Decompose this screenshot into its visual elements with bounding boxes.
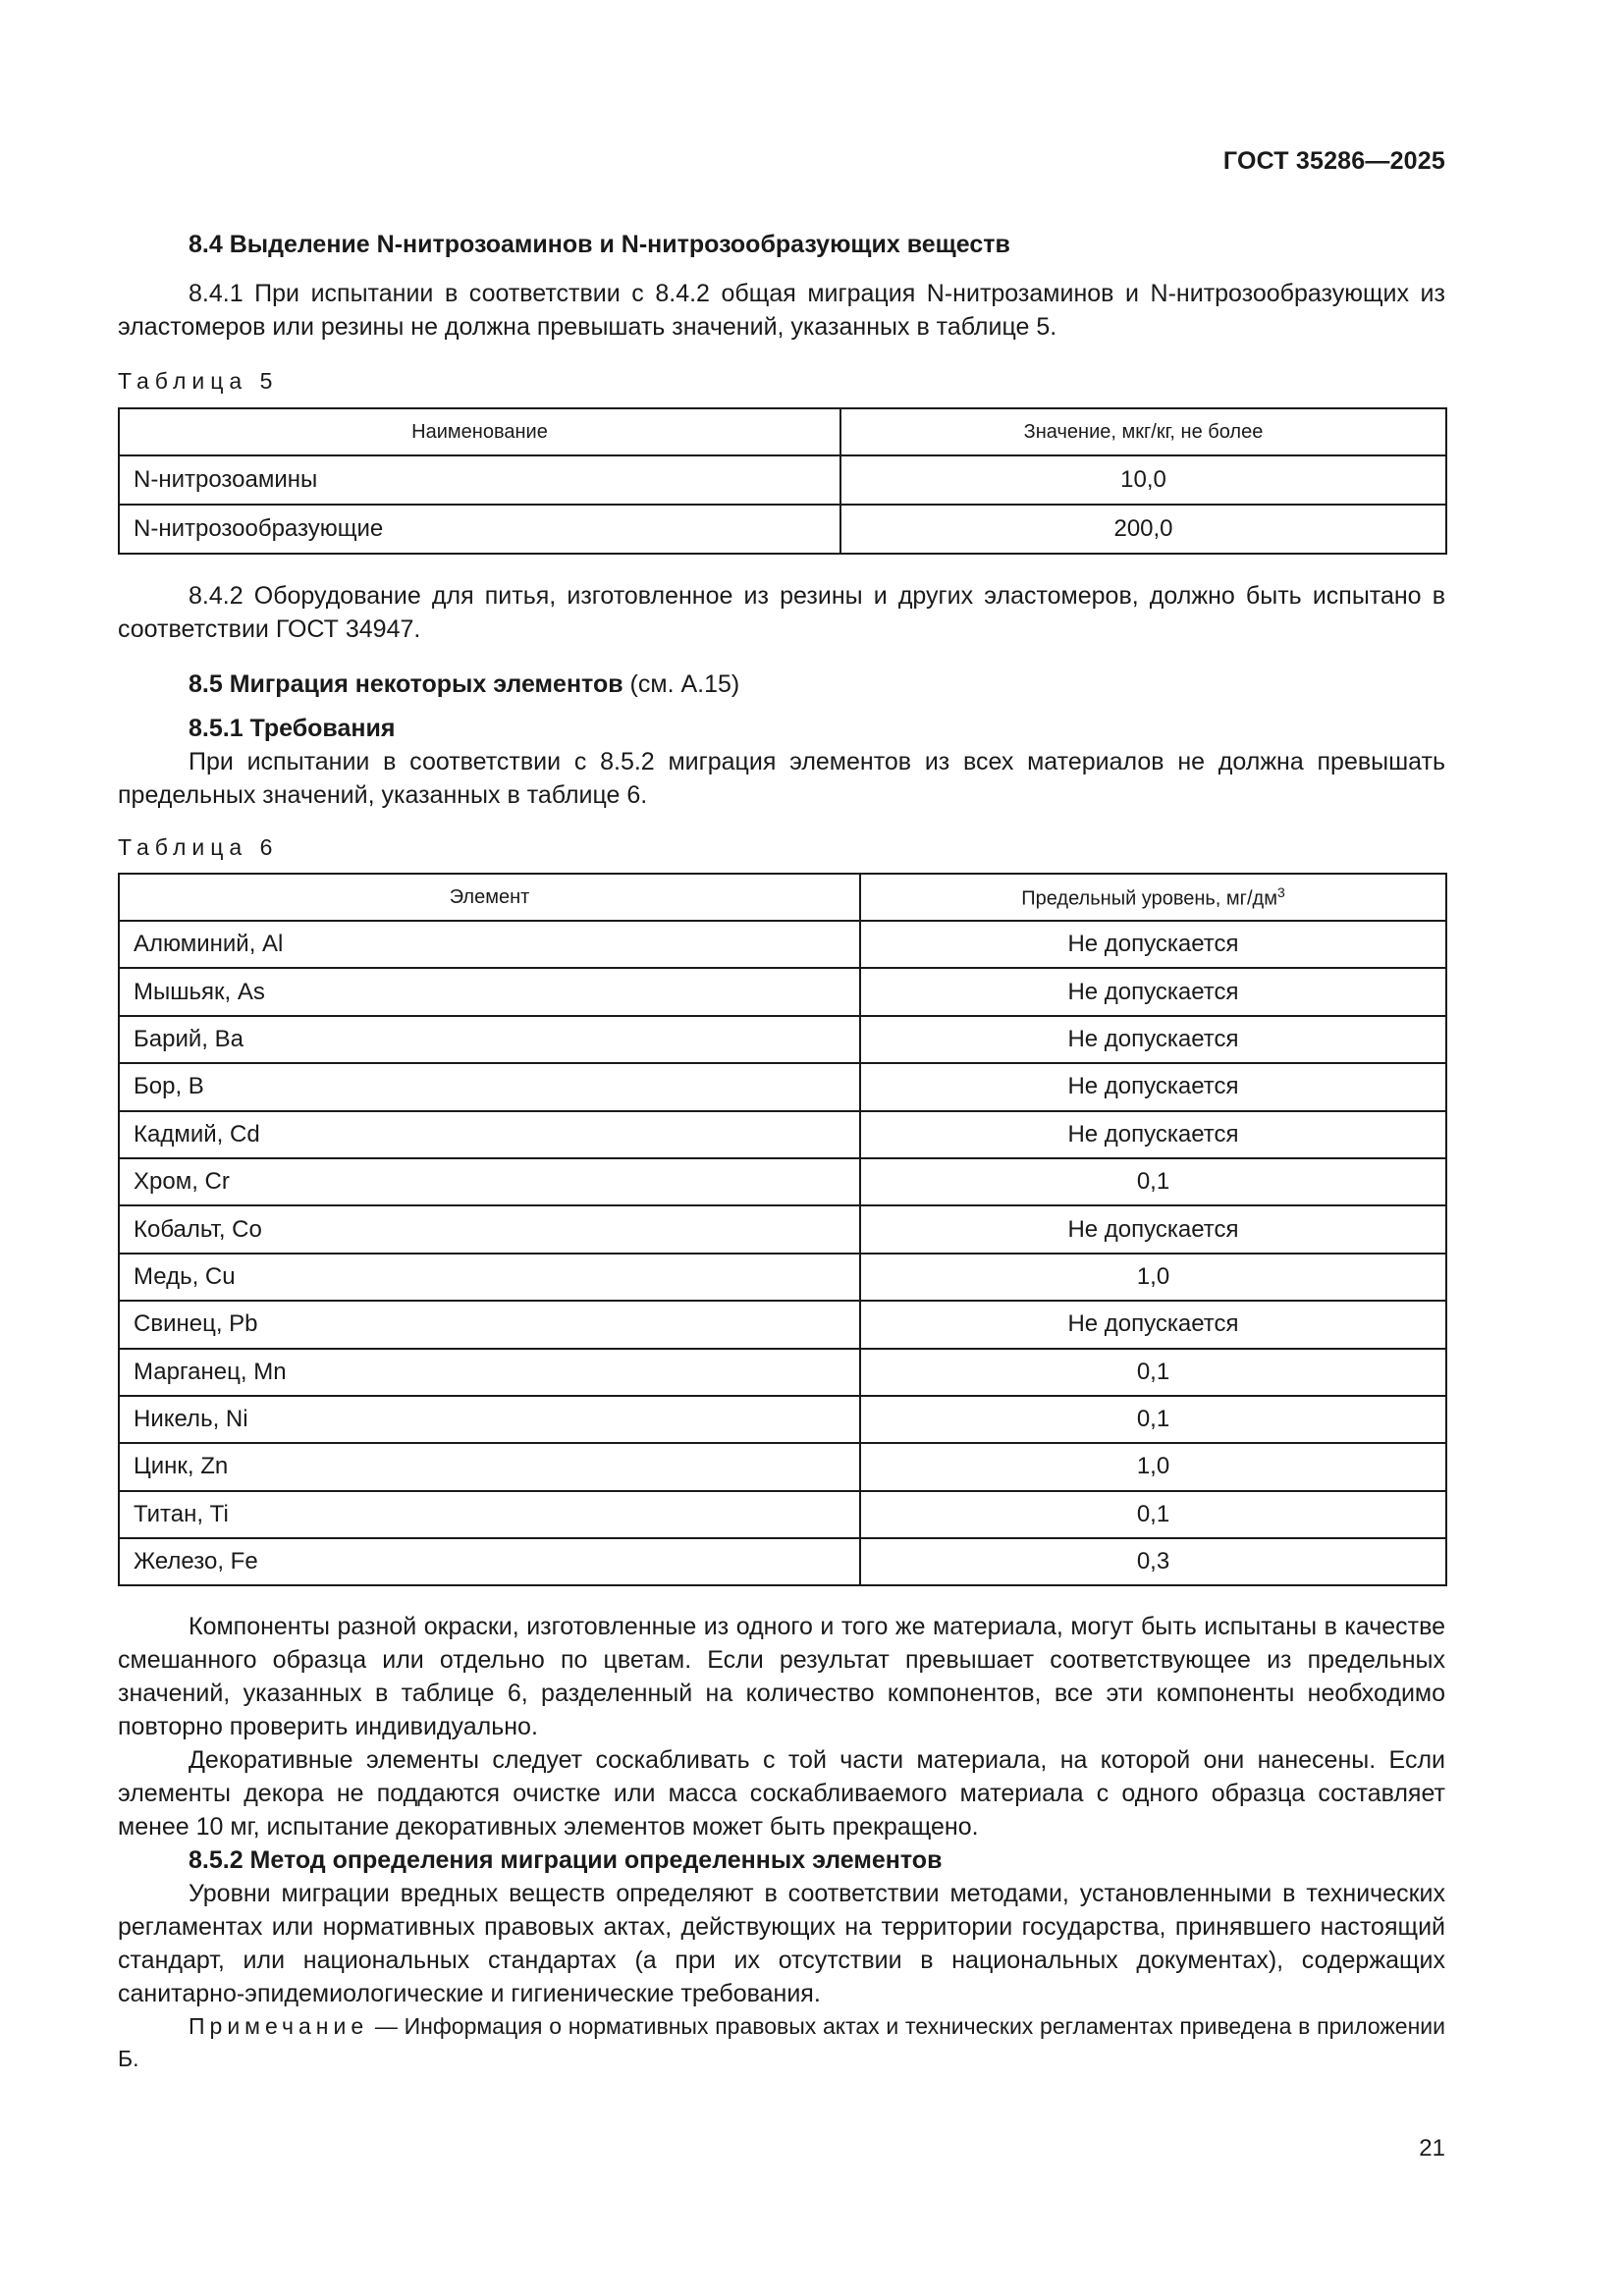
table-5-header-value: Значение, мкг/кг, не более xyxy=(840,408,1446,455)
table-5-cell-value: 10,0 xyxy=(840,455,1446,505)
table-6-cell-element: Кобальт, Co xyxy=(119,1205,860,1253)
table-5 xyxy=(118,407,1447,555)
table-row xyxy=(119,1396,1446,1443)
section-8-5-1-paragraph: При испытании в соответствии с 8.5.2 миграция элементов из всех материалов не должна превышать предельных значений, указанных в таблице 6. xyxy=(118,748,1445,809)
table-row xyxy=(119,1443,1446,1490)
table-row xyxy=(119,1301,1446,1348)
table-6-cell-element: Цинк, Zn xyxy=(119,1443,860,1490)
table-6-body xyxy=(119,921,1446,1585)
table-row xyxy=(119,1016,1446,1063)
table-6-cell-limit: Не допускается xyxy=(860,1016,1446,1063)
section-8-5-2-paragraph: Уровни миграции вредных веществ определяют в соответствии методами, установленными в технических регламентах или нормативных правовых актах, действующих на территории государства, принявшего настоящий стандарт, или национальных стандартах (а при их отсутствии в национальных документах), содержащих санитарно-эпидемиологические и гигиенические требования. xyxy=(118,1880,1445,2007)
note xyxy=(118,2010,1445,2075)
table-row xyxy=(119,1349,1446,1396)
section-8-5-heading-title: 8.5 Миграция некоторых элементов xyxy=(189,670,623,698)
table-row xyxy=(119,1111,1446,1158)
table-5-cell-name: N-нитрозообразующие xyxy=(119,505,840,554)
section-8-4-2-paragraph: 8.4.2 Оборудование для питья, изготовленное из резины и других эластомеров, должно быть испытано в соответствии ГОСТ 34947. xyxy=(118,582,1445,643)
table-row xyxy=(119,1538,1446,1585)
table-6-cell-limit: 0,1 xyxy=(860,1396,1446,1443)
table-6-header-limit-sup: 3 xyxy=(1276,883,1285,900)
table-6-cell-element: Железо, Fe xyxy=(119,1538,860,1585)
table-5-header-row xyxy=(119,408,1446,455)
table-row xyxy=(119,921,1446,968)
table-5-cell-value: 200,0 xyxy=(840,505,1446,554)
components-paragraph: Компоненты разной окраски, изготовленные из одного и того же материала, могут быть испытаны в качестве смешанного образца или отдельно по цветам. Если результат превышает соответствующее из предельных значений, указанных в таблице 6, разделенный на количество компонентов, все эти компоненты необходимо повторно проверить индивидуально. xyxy=(118,1613,1445,1740)
note-text: — Информация о нормативных правовых актах и технических регламентах приведена в приложении Б. xyxy=(118,2013,1445,2071)
table-6-header-limit xyxy=(860,874,1446,921)
table-6-cell-element: Кадмий, Cd xyxy=(119,1111,860,1158)
section-8-4-1-paragraph: 8.4.1 При испытании в соответствии с 8.4.2 общая миграция N-нитрозаминов и N-нитрозообразующих из эластомеров или резины не должна превышать значений, указанных в таблице 5. xyxy=(118,280,1445,341)
table-6-cell-element: Бор, B xyxy=(119,1063,860,1110)
table-row xyxy=(119,1063,1446,1110)
table-6-cell-element: Медь, Cu xyxy=(119,1254,860,1301)
table-5-cell-name: N-нитрозоамины xyxy=(119,455,840,505)
table-6-header-limit-text: Предельный уровень, мг/дм xyxy=(1021,887,1277,910)
table-6-cell-limit: Не допускается xyxy=(860,1063,1446,1110)
section-8-5-2-heading: 8.5.2 Метод определения миграции определенных элементов xyxy=(189,1846,943,1874)
document-page xyxy=(118,0,1445,2296)
table-6-cell-element: Титан, Ti xyxy=(119,1491,860,1538)
table-row xyxy=(119,1205,1446,1253)
table-6-cell-element: Никель, Ni xyxy=(119,1396,860,1443)
table-6-cell-limit: Не допускается xyxy=(860,1111,1446,1158)
section-8-5-heading-ref: (см. А.15) xyxy=(623,670,740,698)
section-8-4-heading: 8.4 Выделение N-нитрозоаминов и N-нитрозообразующих веществ xyxy=(189,231,1010,258)
table-6-cell-limit: 0,1 xyxy=(860,1491,1446,1538)
table-row xyxy=(119,1254,1446,1301)
table-6 xyxy=(118,873,1447,1586)
table-6-cell-limit: Не допускается xyxy=(860,1205,1446,1253)
section-8-5-1-heading: 8.5.1 Требования xyxy=(189,715,396,742)
section-8-5-heading xyxy=(189,667,739,701)
table-6-cell-element: Свинец, Pb xyxy=(119,1301,860,1348)
table-6-cell-limit: Не допускается xyxy=(860,921,1446,968)
table-6-cell-element: Барий, Ba xyxy=(119,1016,860,1063)
table-5-caption: Таблица 5 xyxy=(118,368,279,394)
table-row xyxy=(119,455,1446,505)
table-5-header-name: Наименование xyxy=(119,408,840,455)
table-6-header-element: Элемент xyxy=(119,874,860,921)
table-6-cell-limit: 0,3 xyxy=(860,1538,1446,1585)
table-6-cell-limit: 0,1 xyxy=(860,1349,1446,1396)
table-6-cell-limit: Не допускается xyxy=(860,968,1446,1015)
note-label: Примечание xyxy=(189,2013,369,2039)
table-row xyxy=(119,505,1446,554)
table-6-cell-element: Алюминий, Al xyxy=(119,921,860,968)
table-row xyxy=(119,1491,1446,1538)
table-row xyxy=(119,1158,1446,1205)
document-id: ГОСТ 35286—2025 xyxy=(1222,147,1445,175)
table-6-cell-element: Марганец, Mn xyxy=(119,1349,860,1396)
table-6-caption: Таблица 6 xyxy=(118,834,279,860)
page-number: 21 xyxy=(1419,2135,1445,2162)
decorative-paragraph: Декоративные элементы следует соскабливать с той части материала, на которой они нанесены. Если элементы декора не поддаются очистке или масса соскабливаемого материала с одного образца составляет менее 10 мг, испытание декоративных элементов может быть прекращено. xyxy=(118,1746,1445,1841)
table-row xyxy=(119,968,1446,1015)
table-6-cell-element: Хром, Cr xyxy=(119,1158,860,1205)
table-6-cell-limit: 0,1 xyxy=(860,1158,1446,1205)
table-6-cell-limit: Не допускается xyxy=(860,1301,1446,1348)
table-6-cell-limit: 1,0 xyxy=(860,1254,1446,1301)
table-6-cell-limit: 1,0 xyxy=(860,1443,1446,1490)
table-6-cell-element: Мышьяк, As xyxy=(119,968,860,1015)
table-6-header-row xyxy=(119,874,1446,921)
